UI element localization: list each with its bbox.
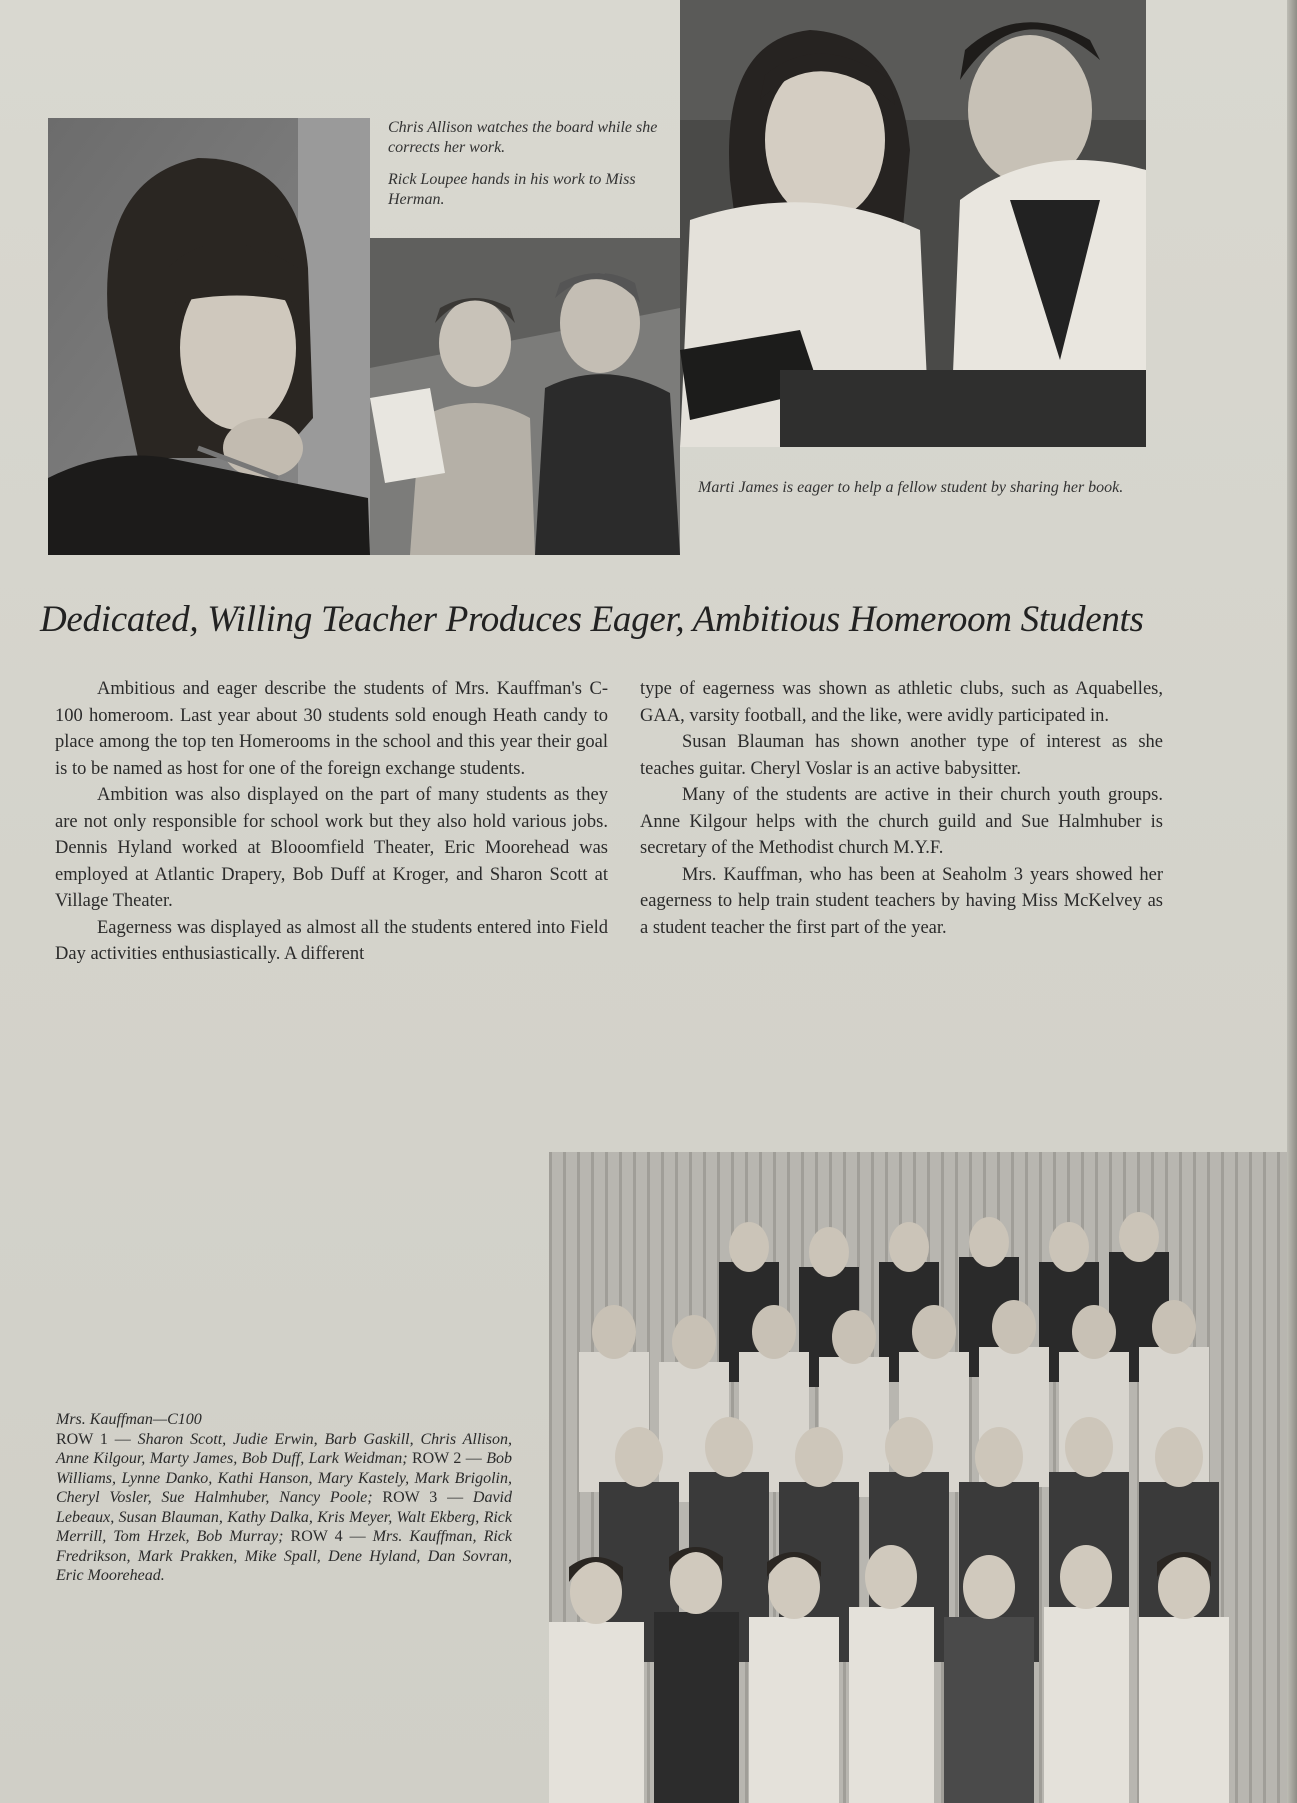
- photo-marti-james: [680, 0, 1146, 447]
- roster-body: [56, 1430, 512, 1586]
- roster-row-label: ROW 2 —: [411, 1450, 487, 1467]
- article-right-column: [640, 676, 1163, 941]
- roster-row-names: David Lebeaux, Susan Blauman, Kathy Dalka, Kris Meyer, Walt Ekberg, Rick Merrill, Tom Hrzek, Bob Murray;: [56, 1489, 512, 1545]
- page-binding-edge: [1287, 0, 1297, 1803]
- caption-chris-allison: Chris Allison watches the board while she corrects her work.: [388, 119, 658, 156]
- caption-top-middle: [388, 118, 660, 222]
- caption-marti-james: Marti James is eager to help a fellow student by sharing her book.: [698, 479, 1124, 496]
- paragraph: Ambition was also displayed on the part of many students as they are not only responsible for school work but they also hold various jobs. Dennis Hyland worked at Blooomfield Theater, Eric Moorehead was employed at Atlantic Drapery, Bob Duff at Kroger, and Sharon Scott at Village Theater.: [55, 785, 608, 911]
- homeroom-roster: [56, 1410, 512, 1586]
- roster-row-label: ROW 4 —: [290, 1528, 373, 1545]
- photo-homeroom-group: [549, 1152, 1287, 1803]
- paragraph: type of eagerness was shown as athletic clubs, such as Aquabelles, GAA, varsity football, and the like, were avidly participated in.: [640, 679, 1163, 726]
- roster-row-label: ROW 3 —: [382, 1489, 473, 1506]
- article-left-column: [55, 676, 608, 968]
- paragraph: Ambitious and eager describe the students of Mrs. Kauffman's C-100 homeroom. Last year about 30 students sold enough Heath candy to place among the top ten Homerooms in the school and this year their goal is to be named as host for one of the foreign exchange students.: [55, 679, 608, 779]
- photo-chris-allison: [48, 118, 370, 555]
- caption-rick-loupee: Rick Loupee hands in his work to Miss Herman.: [388, 171, 636, 208]
- paragraph: Susan Blauman has shown another type of interest as she teaches guitar. Cheryl Voslar is an active babysitter.: [640, 732, 1163, 779]
- roster-title: Mrs. Kauffman—C100: [56, 1411, 202, 1428]
- photo-rick-loupee: [370, 238, 680, 555]
- roster-row-label: ROW 1 —: [56, 1430, 138, 1448]
- roster-row-names: Bob Williams, Lynne Danko, Kathi Hanson, Mary Kastely, Mark Brigolin, Cheryl Vosler, Sue Halmhuber, Nancy Poole;: [56, 1450, 512, 1506]
- paragraph: Many of the students are active in their church youth groups. Anne Kilgour helps with the church guild and Sue Halmhuber is secretary of the Methodist church M.Y.F.: [640, 785, 1163, 858]
- paragraph: Mrs. Kauffman, who has been at Seaholm 3 years showed her eagerness to help train student teachers by having Miss McKelvey as a student teacher the first part of the year.: [640, 864, 1163, 938]
- roster-row-names: Mrs. Kauffman, Rick Fredrikson, Mark Prakken, Mike Spall, Dene Hyland, Dan Sovran, Eric Moorehead.: [56, 1528, 512, 1584]
- paragraph: Eagerness was displayed as almost all the students entered into Field Day activities enthusiastically. A different: [55, 917, 608, 964]
- headline: Dedicated, Willing Teacher Produces Eager, Ambitious Homeroom Students: [40, 599, 1144, 640]
- roster-row-names: Sharon Scott, Judie Erwin, Barb Gaskill, Chris Allison, Anne Kilgour, Marty James, Bob Duff, Lark Weidman;: [56, 1430, 512, 1467]
